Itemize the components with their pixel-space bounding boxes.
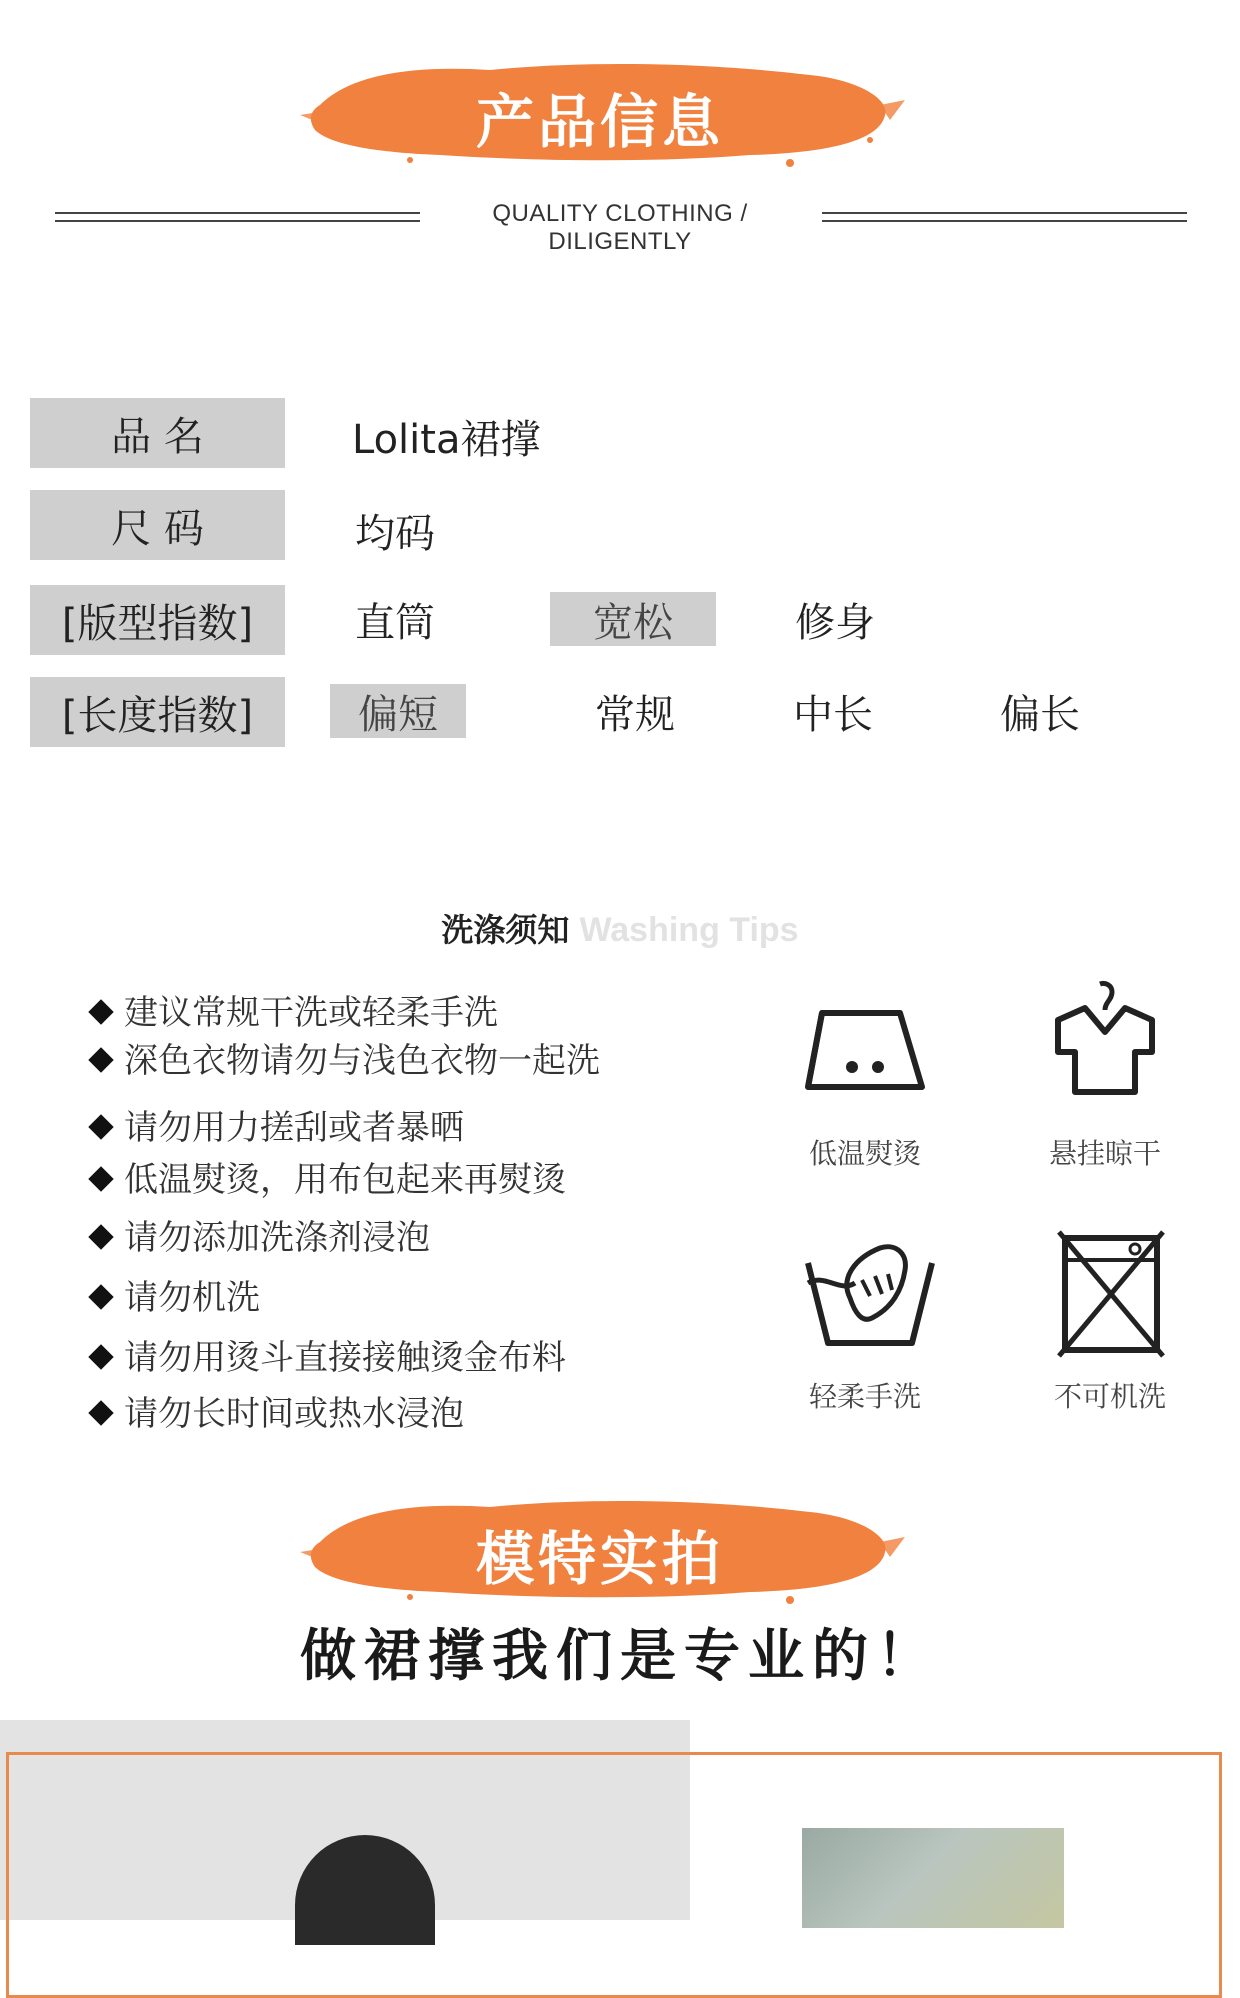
list-item: 请勿长时间或热水浸泡: [92, 1386, 464, 1435]
washing-title-en: Washing Tips: [579, 911, 799, 949]
diamond-bullet-icon: [88, 1400, 113, 1425]
banner-title: 模特实拍: [475, 1525, 724, 1593]
model-photos-banner: [290, 1482, 910, 1612]
divider-line-right: [822, 212, 1187, 222]
diamond-bullet-icon: [88, 999, 113, 1024]
diamond-bullet-icon: [88, 1047, 113, 1072]
icon-label: 低温熨烫: [808, 1137, 921, 1170]
length-option-long: 偏长: [1000, 691, 1080, 738]
icon-label: 不可机洗: [1053, 1380, 1166, 1413]
list-item: 请勿用力搓刮或者暴晒: [92, 1100, 464, 1149]
hang-dry-icon: [1050, 980, 1160, 1095]
length-option-medium-long: 中长: [793, 691, 873, 738]
length-index-label: [长度指数]: [30, 677, 285, 747]
size-label: 尺 码: [30, 490, 285, 560]
washing-tips-title: [0, 905, 1240, 951]
fit-option-straight: 直筒: [355, 599, 435, 646]
product-info-banner: [290, 45, 910, 175]
list-item: 深色衣物请勿与浅色衣物一起洗: [92, 1033, 600, 1082]
diamond-bullet-icon: [88, 1284, 113, 1309]
model-photo-right: [802, 1828, 1064, 1928]
list-item: 请勿机洗: [92, 1270, 260, 1319]
hand-wash-icon: [800, 1238, 940, 1348]
length-option-short-selected: 偏短: [330, 684, 466, 738]
diamond-bullet-icon: [88, 1344, 113, 1369]
divider-label: QUALITY CLOTHING / DILIGENTLY: [492, 200, 748, 255]
diamond-bullet-icon: [88, 1114, 113, 1139]
slogan: 做裙撑我们是专业的！: [300, 1624, 940, 1689]
list-item: 请勿添加洗涤剂浸泡: [92, 1210, 430, 1259]
name-value: Lolita裙撑: [352, 417, 541, 463]
list-item: 低温熨烫，用布包起来再熨烫: [92, 1152, 566, 1201]
list-item: 请勿用烫斗直接接触烫金布料: [92, 1330, 566, 1379]
icon-label: 轻柔手洗: [808, 1380, 921, 1413]
length-option-regular: 常规: [595, 691, 675, 738]
banner-title: 产品信息: [475, 88, 724, 156]
washing-title-cn: 洗涤须知: [441, 911, 570, 949]
name-label: 品 名: [30, 398, 285, 468]
diamond-bullet-icon: [88, 1224, 113, 1249]
list-item: 建议常规干洗或轻柔手洗: [92, 985, 498, 1034]
divider-line-left: [55, 212, 420, 222]
low-temp-iron-icon: [800, 1005, 930, 1095]
fit-index-label: [版型指数]: [30, 585, 285, 655]
size-value: 均码: [355, 511, 435, 557]
fit-option-loose-selected: 宽松: [550, 592, 716, 646]
no-machine-wash-icon: [1055, 1230, 1167, 1360]
icon-label: 悬挂晾干: [1048, 1137, 1161, 1170]
fit-option-slim: 修身: [795, 599, 875, 646]
diamond-bullet-icon: [88, 1166, 113, 1191]
